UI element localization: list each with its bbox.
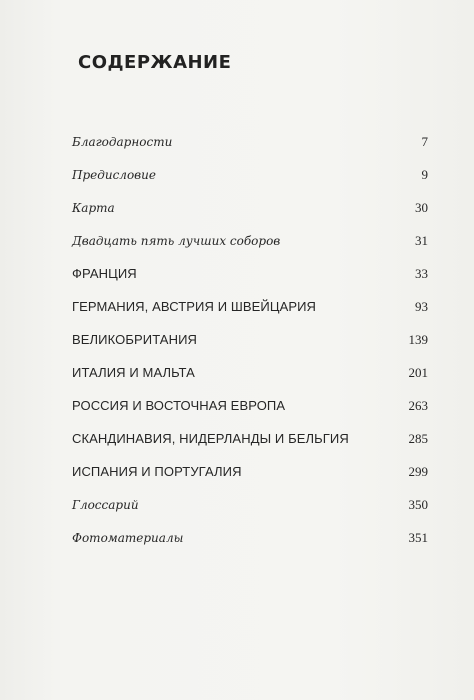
toc-entry xyxy=(72,290,428,323)
toc-entry-page: 285 xyxy=(408,430,428,446)
toc-entry xyxy=(72,356,428,389)
toc-entry-page: 7 xyxy=(421,133,428,149)
toc-entry-label: Двадцать пять лучших соборов xyxy=(72,233,281,248)
toc-entry xyxy=(72,125,428,158)
toc-entry xyxy=(72,455,428,488)
toc-entry-page: 201 xyxy=(408,364,428,380)
toc-entry xyxy=(72,389,428,422)
toc-entry xyxy=(72,191,428,224)
toc-entry-label: СКАНДИНАВИЯ, НИДЕРЛАНДЫ И БЕЛЬГИЯ xyxy=(72,431,349,446)
toc-entry-page: 33 xyxy=(415,265,428,281)
toc-entry-label: ФРАНЦИЯ xyxy=(72,266,137,281)
toc-entry-page: 351 xyxy=(408,529,428,545)
toc-entry-label: Глоссарий xyxy=(72,497,139,512)
toc-title: СОДЕРЖАНИЕ xyxy=(78,52,232,73)
toc-entry xyxy=(72,224,428,257)
toc-entry-label: ИСПАНИЯ И ПОРТУГАЛИЯ xyxy=(72,464,242,479)
toc-entry-label: ВЕЛИКОБРИТАНИЯ xyxy=(72,332,198,347)
toc-entry xyxy=(72,521,428,554)
toc-entry-page: 30 xyxy=(415,199,428,215)
toc-entry-page: 139 xyxy=(408,331,428,347)
toc-entry-page: 93 xyxy=(415,298,428,314)
toc-entry xyxy=(72,422,428,455)
toc-entry-label: РОССИЯ И ВОСТОЧНАЯ ЕВРОПА xyxy=(72,398,286,413)
toc-entry xyxy=(72,158,428,191)
toc-entry-label: Благодарности xyxy=(72,134,173,149)
toc-entry-page: 9 xyxy=(421,166,428,182)
toc-list xyxy=(72,125,428,554)
toc-entry-page: 263 xyxy=(408,397,428,413)
toc-entry xyxy=(72,323,428,356)
toc-entry xyxy=(72,488,428,521)
toc-entry-label: Предисловие xyxy=(72,167,156,182)
toc-entry-page: 31 xyxy=(415,232,428,248)
toc-entry xyxy=(72,257,428,290)
toc-entry-label: Карта xyxy=(72,200,115,215)
toc-entry-label: ИТАЛИЯ И МАЛЬТА xyxy=(72,365,195,380)
toc-entry-label: ГЕРМАНИЯ, АВСТРИЯ И ШВЕЙЦАРИЯ xyxy=(72,299,317,314)
toc-entry-page: 350 xyxy=(408,496,428,512)
toc-entry-page: 299 xyxy=(408,463,428,479)
toc-entry-label: Фотоматериалы xyxy=(72,530,184,545)
